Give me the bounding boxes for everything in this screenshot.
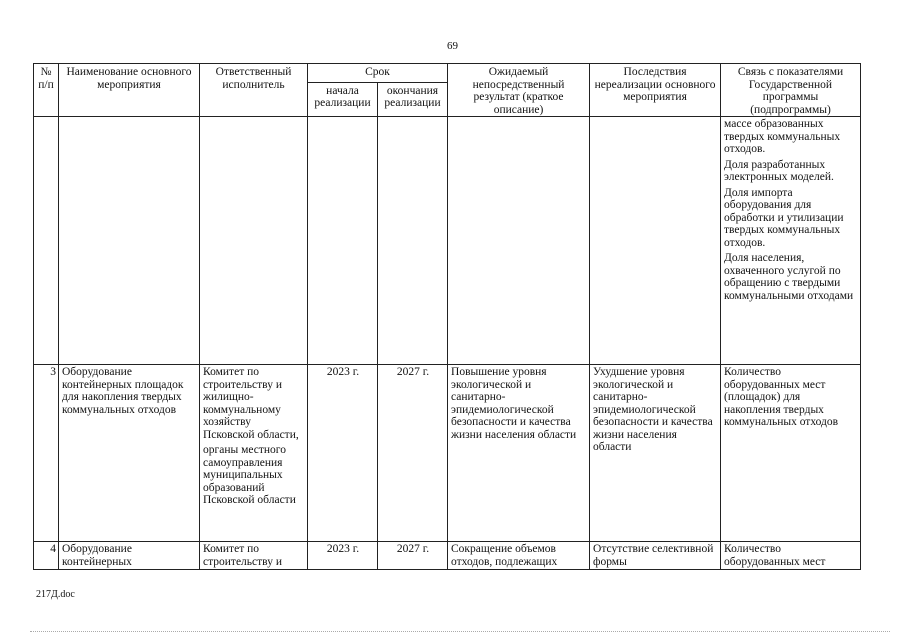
- end-date: 2027 г.: [378, 365, 448, 542]
- start-date: 2023 г.: [308, 542, 378, 570]
- activity-name: Оборудование контейнерных: [59, 542, 200, 570]
- table-cell: [448, 117, 590, 365]
- header-name: Наименование основного мероприятия: [59, 64, 200, 117]
- activities-table: [33, 63, 861, 570]
- executor-paragraph: Комитет по строительству и жилищно-коммунальному хозяйству Псковской области,: [203, 366, 299, 441]
- header-result: Ожидаемый непосредственный результат (краткое описание): [448, 64, 590, 117]
- start-date: 2023 г.: [308, 365, 378, 542]
- expected-result: Сокращение объемов отходов, подлежащих: [448, 542, 590, 570]
- executor-cell: Комитет по строительству и: [200, 542, 308, 570]
- table-cell: [590, 117, 721, 365]
- row-number: 4: [34, 542, 59, 570]
- table-cell: [378, 117, 448, 365]
- link-paragraph: Доля разработанных электронных моделей.: [724, 158, 834, 183]
- consequences: Отсутствие селективной формы: [590, 542, 721, 570]
- scan-artifact-line: [30, 631, 890, 632]
- consequences: Ухудшение уровня экологической и санитарно-эпидемиологической безопасности и качества жизни населения области: [590, 365, 721, 542]
- header-term-end: окончания реализации: [378, 82, 448, 116]
- footer-file-name: 217Д.doc: [36, 589, 75, 600]
- row-number: 3: [34, 365, 59, 542]
- header-link: Связь с показателями Государственной программы (подпрограммы): [721, 64, 861, 117]
- end-date: 2027 г.: [378, 542, 448, 570]
- header-row: [34, 64, 861, 83]
- header-term: Срок: [308, 64, 448, 83]
- header-term-start: начала реализации: [308, 82, 378, 116]
- header-consequences: Последствия нереализации основного мероприятия: [590, 64, 721, 117]
- link-cell: [721, 117, 861, 365]
- indicator-link: Количество оборудованных мест (площадок) для накопления твердых коммунальных отходов: [721, 365, 861, 542]
- table-row: [34, 117, 861, 365]
- table-cell: [200, 117, 308, 365]
- link-paragraph: Доля импорта оборудования для обработки и утилизации твердых коммунальных отходов.: [724, 186, 844, 249]
- executor-cell: [200, 365, 308, 542]
- link-paragraph: массе образованных твердых коммунальных отходов.: [724, 118, 841, 155]
- activity-name: Оборудование контейнерных площадок для накопления твердых коммунальных отходов: [59, 365, 200, 542]
- table-cell: [308, 117, 378, 365]
- link-paragraph: Доля населения, охваченного услугой по обращению с твердыми коммунальными отходами: [724, 252, 854, 302]
- header-num: № п/п: [34, 64, 59, 117]
- table-cell: [59, 117, 200, 365]
- page-number: 69: [447, 40, 458, 52]
- header-executor: Ответственный исполнитель: [200, 64, 308, 117]
- indicator-link: Количество оборудованных мест: [721, 542, 861, 570]
- table-row: [34, 542, 861, 570]
- table-cell: [34, 117, 59, 365]
- executor-paragraph: органы местного самоуправления муниципальных образований Псковской области: [203, 444, 296, 506]
- expected-result: Повышение уровня экологической и санитарно-эпидемиологической безопасности и качества жизни населения области: [448, 365, 590, 542]
- table-row: [34, 365, 861, 542]
